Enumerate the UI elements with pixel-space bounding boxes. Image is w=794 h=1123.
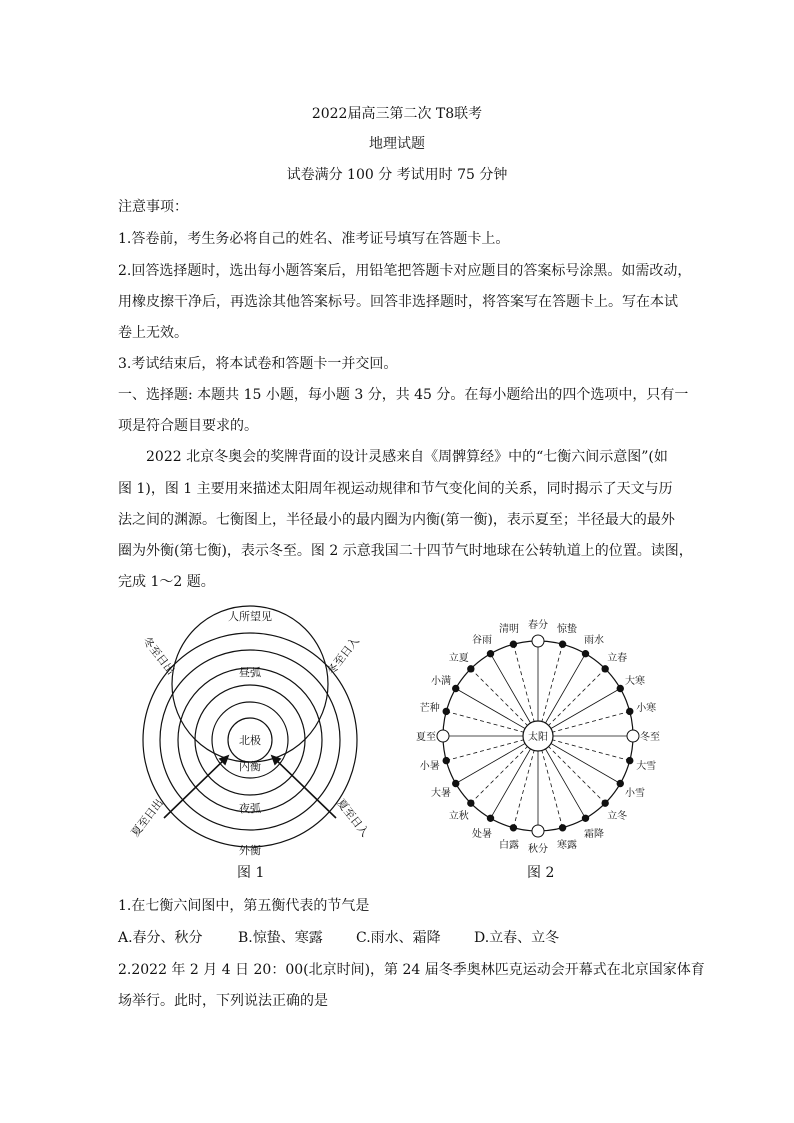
solar-term-label: 白露 [499, 840, 519, 852]
solar-term-label: 芒种 [419, 703, 440, 714]
solar-term-label: 大寒 [625, 676, 645, 687]
solar-term-label: 春分 [528, 620, 548, 631]
solar-term-label: 大暑 [431, 788, 451, 799]
fig1-label-winter-rise: 冬至日出 [140, 634, 178, 678]
earth-position-point [602, 800, 608, 806]
earth-position-point [437, 730, 449, 742]
question-1-stem: 1.在七衡六间图中，第五衡代表的节气是 [118, 898, 370, 914]
notice-line: 3.考试结束后，将本试卷和答题卡一并交回。 [118, 356, 398, 372]
fig1-label-night-arc: 夜弧 [239, 802, 261, 815]
question-1-option-d: D.立春、立冬 [474, 930, 560, 946]
passage-line: 圈为外衡(第七衡)，表示冬至。图 2 示意我国二十四节气时地球在公转轨道上的位置。读图， [118, 543, 693, 559]
section-heading: 项是符合题目要求的。 [118, 418, 258, 434]
earth-position-point [487, 651, 493, 657]
earth-position-point [617, 685, 623, 691]
earth-position-point [487, 815, 493, 821]
earth-position-point [617, 780, 623, 786]
question-2-line: 场举行。此时，下列说法正确的是 [118, 993, 328, 1009]
notice-line: 1.答卷前，考生务必将自己的姓名、准考证号填写在答题卡上。 [118, 231, 510, 247]
earth-position-point [443, 708, 449, 714]
solar-term-label: 大雪 [636, 761, 657, 772]
earth-position-point [443, 757, 449, 763]
solar-term-label: 小寒 [636, 703, 657, 714]
earth-position-point [627, 708, 633, 714]
solar-term-label: 冬至 [640, 732, 660, 743]
notice-line: 用橡皮擦干净后，再选涂其他答案标号。回答非选择题时，将答案写在答题卡上。写在本试 [118, 294, 678, 310]
question-1-option-b: B.惊蛰、寒露 [238, 930, 323, 946]
solar-term-label: 夏至 [416, 732, 436, 743]
earth-position-point [582, 815, 588, 821]
solar-term-label: 小雪 [625, 788, 645, 799]
figure-1-caption: 图 1 [237, 865, 265, 881]
solar-term-label: 小暑 [419, 761, 440, 772]
exam-title: 2022届高三第二次 T8联考 [311, 106, 483, 122]
notice-heading: 注意事项： [118, 199, 188, 215]
passage-line: 法之间的渊源。七衡图上，半径最小的最内圈为内衡(第一衡)，表示夏至；半径最大的最外 [118, 512, 675, 528]
solar-term-label: 寒露 [557, 840, 577, 852]
section-heading: 一、选择题: 本题共 15 小题，每小题 3 分，共 45 分。在每小题给出的四个选项中，只有一 [118, 387, 689, 403]
fig1-label-day-arc: 昼弧 [239, 666, 261, 679]
fig1-label-winter-set: 冬至日入 [324, 634, 362, 678]
subject-title: 地理试题 [369, 136, 425, 152]
earth-position-point [627, 730, 639, 742]
fig1-label-outer: 外衡 [239, 844, 261, 857]
earth-position-point [559, 641, 565, 647]
earth-position-point [532, 635, 544, 647]
earth-position-point [453, 685, 459, 691]
solar-term-label: 惊蛰 [557, 623, 577, 635]
solar-term-label: 雨水 [584, 635, 604, 646]
passage-line: 完成 1～2 题。 [118, 574, 215, 590]
earth-position-point [468, 666, 474, 672]
question-2-line: 2.2022 年 2 月 4 日 20：00(北京时间)，第 24 届冬季奥林匹克运动会开幕式在北京国家体育 [118, 962, 705, 978]
notice-line: 2.回答选择题时，选出每小题答案后，用铅笔把答题卡对应题目的答案标号涂黑。如需改动， [118, 263, 692, 279]
solar-term-label: 立春 [607, 652, 628, 664]
earth-position-point [468, 800, 474, 806]
earth-position-point [453, 780, 459, 786]
fig1-label-summer-set: 夏至日入 [334, 796, 372, 840]
earth-position-point [510, 641, 516, 647]
solar-term-label: 处暑 [472, 829, 492, 840]
figure-2-solar-terms-orbit [398, 610, 698, 860]
solar-term-label: 立夏 [448, 652, 469, 664]
solar-term-label: 立冬 [607, 811, 628, 823]
earth-position-point [582, 651, 588, 657]
question-1-option-c: C.雨水、霜降 [356, 930, 441, 946]
figure-1-seven-heng-diagram [128, 598, 378, 860]
earth-position-point [602, 666, 608, 672]
solar-term-label: 霜降 [584, 829, 604, 840]
solar-term-label: 秋分 [528, 844, 548, 855]
notice-line: 卷上无效。 [118, 325, 188, 341]
fig1-label-summer-rise: 夏至日出 [128, 796, 166, 840]
solar-term-label: 清明 [499, 623, 519, 635]
passage-line: 2022 北京冬奥会的奖牌背面的设计灵感来自《周髀算经》中的“七衡六间示意图”(如 [146, 449, 668, 465]
earth-position-point [532, 825, 544, 837]
fig1-label-pole: 北极 [239, 734, 261, 747]
figure-2-caption: 图 2 [527, 865, 555, 881]
sun-label: 太阳 [528, 732, 548, 743]
exam-info: 试卷满分 100 分 考试用时 75 分钟 [286, 167, 508, 183]
passage-line: 图 1)，图 1 主要用来描述太阳周年视运动规律和节气变化间的关系，同时揭示了天文与历 [118, 481, 673, 497]
earth-position-point [559, 825, 565, 831]
fig1-label-inner: 内衡 [239, 760, 261, 773]
earth-position-point [510, 825, 516, 831]
question-1-option-a: A.春分、秋分 [118, 930, 203, 946]
solar-term-label: 立秋 [448, 811, 469, 823]
earth-position-point [627, 757, 633, 763]
solar-term-label: 小满 [431, 676, 451, 687]
fig1-label-top: 人所望见 [228, 610, 272, 623]
solar-term-label: 谷雨 [472, 635, 492, 646]
